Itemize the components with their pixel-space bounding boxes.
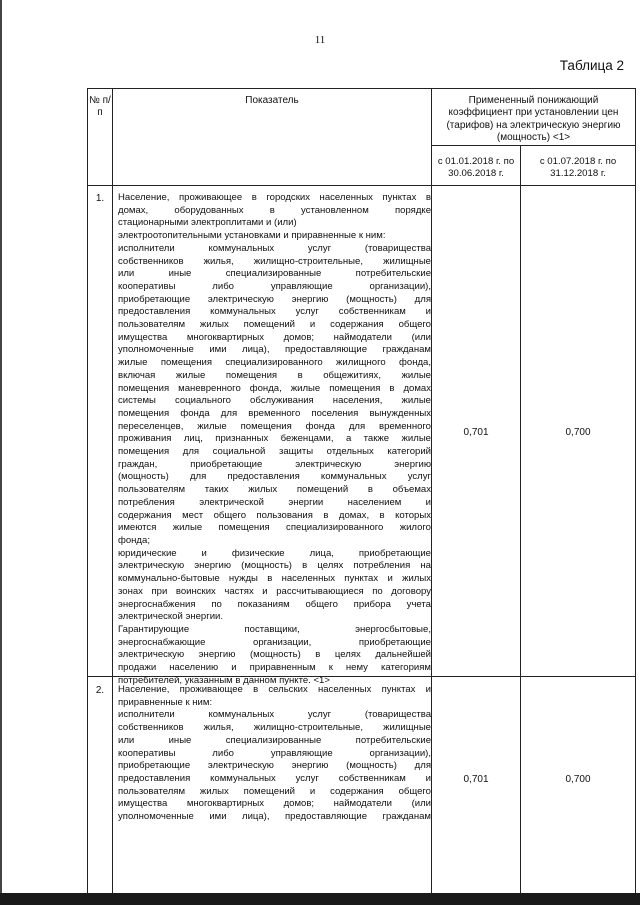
table-caption: Таблица 2 xyxy=(559,58,624,73)
row-2-indicator-text xyxy=(118,684,431,824)
text-line: помещения маневренного фонда, жилые помещения в домах xyxy=(118,382,431,394)
text-line: энергоснабжения по показаниям общего прибора учета xyxy=(118,598,431,610)
row-1-value-period-2: 0,700 xyxy=(565,427,591,438)
row-2-number: 2. xyxy=(95,685,105,696)
text-line: исполнители коммунальных услуг (товарищества xyxy=(118,242,431,254)
row-1-indicator-text xyxy=(118,192,431,687)
text-line: потребления электрической энергии населением и xyxy=(118,496,431,508)
text-line: (мощность) для предоставления коммунальных услуг xyxy=(118,471,431,483)
text-line: имущества многоквартирных домов; наймодатели (или xyxy=(118,331,431,343)
text-line: приобретающие электрическую энергию (мощность) для xyxy=(118,293,431,305)
text-line: юридические и физические лица, приобретающие xyxy=(118,547,431,559)
text-line: домах, оборудованных в установленном порядке xyxy=(118,204,431,216)
text-line: энергоснабжающие организации, приобретающие xyxy=(118,636,431,648)
text-line: Население, проживающее в сельских населенных пунктах и xyxy=(118,684,431,695)
text-line: Население, проживающее в городских населенных пунктах в xyxy=(118,192,431,203)
text-line: коммунально-бытовые нужды в населенных пунктах и жилых xyxy=(118,573,431,585)
scan-left-edge xyxy=(0,0,2,905)
text-line: исполнители коммунальных услуг (товарищества xyxy=(118,709,431,721)
text-line: пользователям таких жилых помещений в объемах xyxy=(118,484,431,496)
text-line: Гарантирующие поставщики, энергосбытовые, xyxy=(118,623,431,635)
row-2-value-period-1: 0,701 xyxy=(463,774,489,785)
text-line: уполномоченные ими лица), предоставляющие гражданам xyxy=(118,811,431,823)
text-line: фонда; xyxy=(118,534,150,546)
row-1-value-period-1: 0,701 xyxy=(463,427,489,438)
text-line: стационарными электроплитами и (или) xyxy=(118,217,297,229)
text-line: электроотопительными установками и приравненные к ним: xyxy=(118,230,386,242)
row-1-number: 1. xyxy=(95,193,105,204)
text-line: электрической энергии. xyxy=(118,611,224,623)
text-line: зонах при воинских частях и рассчитывающиеся по договору xyxy=(118,585,431,597)
text-line: потребителей, указанным в данном пункте. <1> xyxy=(118,674,330,686)
text-line: или иные специализированные потребительские xyxy=(118,734,431,746)
text-line: или иные специализированные потребительские xyxy=(118,268,431,280)
header-period-2: с 01.07.2018 г. по 31.12.2018 г. xyxy=(539,156,617,180)
text-line: собственников жилья, жилищно-строительные, жилищные xyxy=(118,722,431,734)
text-line: включая жилые помещения в общежитиях, жилые xyxy=(118,369,431,381)
text-line: пользователям жилых помещений и содержания общего xyxy=(118,319,431,331)
text-line: продажи населению и приравненным к нему категориям xyxy=(118,662,431,674)
text-line: проживания лиц, признанных беженцами, а также жилые xyxy=(118,433,431,445)
text-line: помещения для социальной защиты отдельных категорий xyxy=(118,446,431,458)
text-line: содержания мест общего пользования в домах, в которых xyxy=(118,509,431,521)
text-line: приобретающие электрическую энергию (мощность) для xyxy=(118,760,431,772)
text-line: пользователям жилых помещений и содержания общего xyxy=(118,785,431,797)
text-line: предоставления коммунальных услуг собственникам и xyxy=(118,306,431,318)
text-line: переселенцев, жилые помещения фонда для временного xyxy=(118,420,431,432)
text-line: собственников жилья, жилищно-строительные, жилищные xyxy=(118,255,431,267)
text-line: граждан, приобретающие электрическую энергию xyxy=(118,458,431,470)
text-line: системы социального обслуживания населения, жилые xyxy=(118,395,431,407)
text-line: кооперативы либо управляющие организации), xyxy=(118,747,431,759)
header-coefficient: Примененный понижающий коэффициент при установлении цен (тарифов) на электрическую энергию (мощность) <1> xyxy=(446,95,621,144)
text-line: предоставления коммунальных услуг собственникам и xyxy=(118,772,431,784)
text-line: жилые помещения специализированного жилищного фонда, xyxy=(118,357,431,369)
text-line: уполномоченные ими лица), предоставляющие гражданам xyxy=(118,344,431,356)
page-number: 11 xyxy=(314,34,326,46)
text-line: приравненные к ним: xyxy=(118,696,213,708)
text-line: имеются жилые помещения специализированного жилого xyxy=(118,522,431,534)
text-line: электрическую энергию (мощность) в целях потребления на xyxy=(118,560,431,572)
header-period-1: с 01.01.2018 г. по 30.06.2018 г. xyxy=(437,156,515,180)
header-indicator: Показатель xyxy=(245,95,299,106)
text-line: кооперативы либо управляющие организации), xyxy=(118,280,431,292)
scan-bottom-edge xyxy=(0,893,640,905)
text-line: помещения фонда для временного поселения вынужденных xyxy=(118,407,431,419)
text-line: имущества многоквартирных домов; наймодатели (или xyxy=(118,798,431,810)
header-num: № п/п xyxy=(89,95,111,119)
row-2-value-period-2: 0,700 xyxy=(565,774,591,785)
text-line: электрическую энергию (мощность) в целях дальнейшей xyxy=(118,649,431,661)
